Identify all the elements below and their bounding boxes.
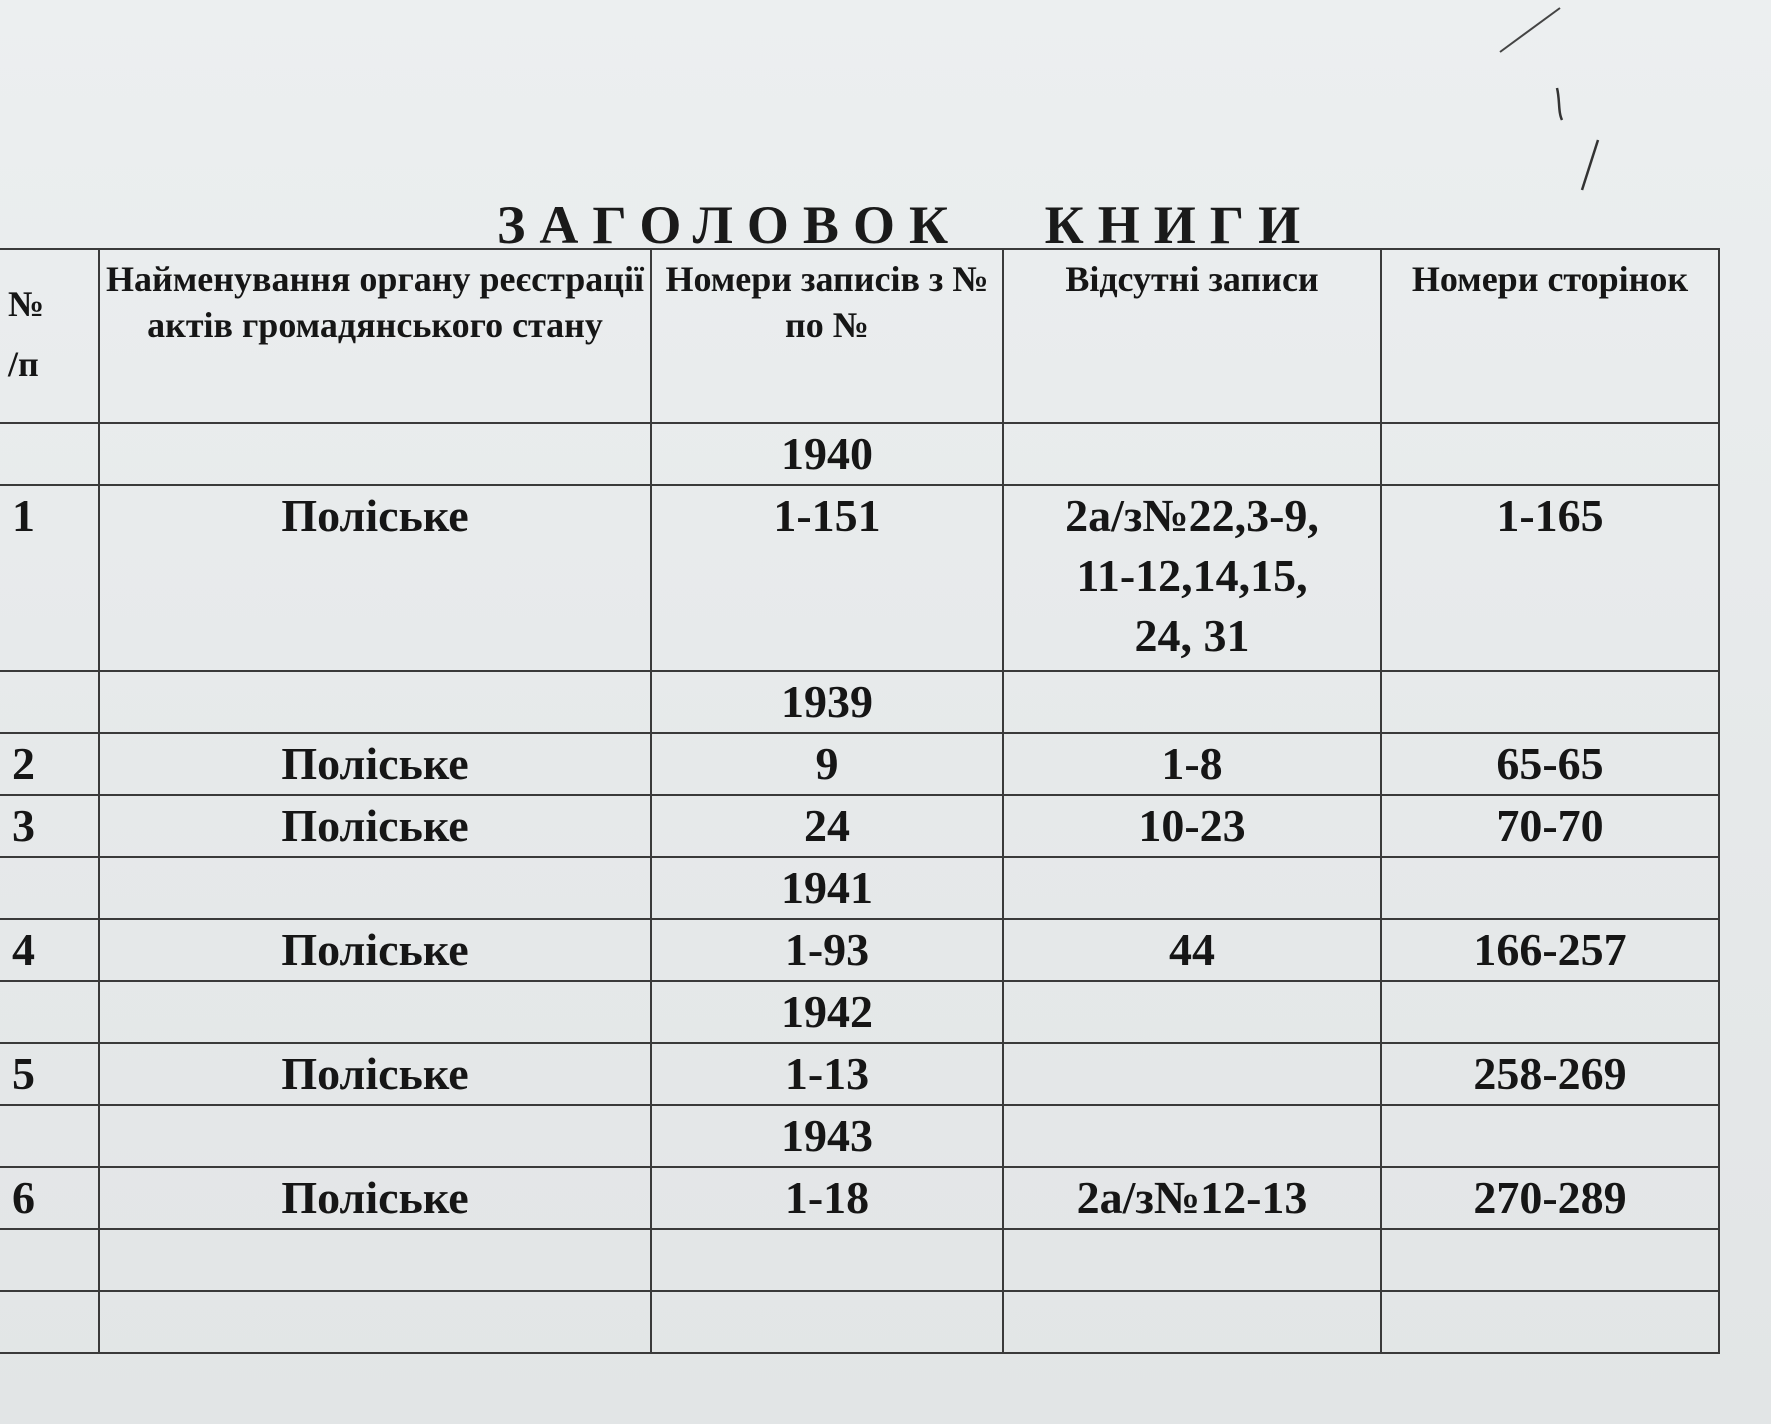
missing-records-line: 2а/з№22,3-9, [1065, 490, 1319, 541]
year-label: 1939 [651, 671, 1003, 733]
blank-cell [0, 1291, 99, 1353]
year-label: 1940 [651, 423, 1003, 485]
handwritten-pen-mark [1490, 0, 1610, 210]
table-row [0, 1167, 1719, 1229]
year-name-cell [99, 671, 651, 733]
row-number: 2 [0, 733, 99, 795]
year-pages-cell [1381, 981, 1719, 1043]
record-range: 9 [651, 733, 1003, 795]
record-range: 1-13 [651, 1043, 1003, 1105]
header-missing: Відсутні записи [1003, 249, 1381, 423]
record-range: 24 [651, 795, 1003, 857]
missing-records [1003, 1043, 1381, 1105]
year-missing-cell [1003, 981, 1381, 1043]
header-num-line-1: № [8, 284, 45, 324]
year-row [0, 671, 1719, 733]
year-row [0, 857, 1719, 919]
record-range: 1-18 [651, 1167, 1003, 1229]
missing-records-line: 24, 31 [1134, 610, 1250, 661]
header-pages: Номери сторінок [1381, 249, 1719, 423]
missing-records-line: 44 [1169, 924, 1215, 975]
year-missing-cell [1003, 1105, 1381, 1167]
registry-office-name: Поліське [99, 795, 651, 857]
header-range: Номери записів з № по № [651, 249, 1003, 423]
table-row [0, 485, 1719, 671]
page-numbers: 258-269 [1381, 1043, 1719, 1105]
row-number: 5 [0, 1043, 99, 1105]
header-num [0, 249, 99, 423]
row-number: 3 [0, 795, 99, 857]
year-pages-cell [1381, 857, 1719, 919]
year-name-cell [99, 1105, 651, 1167]
year-row [0, 1105, 1719, 1167]
blank-cell [1003, 1291, 1381, 1353]
header-num-line-2: /п [8, 344, 39, 384]
blank-cell [651, 1229, 1003, 1291]
table-row [0, 1043, 1719, 1105]
record-range: 1-93 [651, 919, 1003, 981]
blank-row [0, 1229, 1719, 1291]
year-name-cell [99, 857, 651, 919]
missing-records-line: 11-12,14,15, [1076, 550, 1308, 601]
table-row [0, 733, 1719, 795]
page-numbers: 270-289 [1381, 1167, 1719, 1229]
page-numbers: 70-70 [1381, 795, 1719, 857]
year-missing-cell [1003, 423, 1381, 485]
registry-office-name: Поліське [99, 1043, 651, 1105]
year-pages-cell [1381, 671, 1719, 733]
blank-cell [0, 1229, 99, 1291]
year-num-cell [0, 423, 99, 485]
year-name-cell [99, 423, 651, 485]
record-range: 1-151 [651, 485, 1003, 671]
year-missing-cell [1003, 857, 1381, 919]
blank-row [0, 1291, 1719, 1353]
registry-office-name: Поліське [99, 733, 651, 795]
missing-records [1003, 1167, 1381, 1229]
year-row [0, 423, 1719, 485]
missing-records-line: 10-23 [1138, 800, 1246, 851]
year-num-cell [0, 981, 99, 1043]
registry-office-name: Поліське [99, 1167, 651, 1229]
page-numbers: 166-257 [1381, 919, 1719, 981]
book-title: ЗАГОЛОВОК КНИГИ [496, 195, 1315, 255]
year-num-cell [0, 857, 99, 919]
year-label: 1941 [651, 857, 1003, 919]
missing-records [1003, 795, 1381, 857]
missing-records-line: 1-8 [1161, 738, 1223, 789]
blank-cell [1381, 1291, 1719, 1353]
year-name-cell [99, 981, 651, 1043]
row-number: 4 [0, 919, 99, 981]
table-header-row [0, 249, 1719, 423]
blank-cell [1003, 1229, 1381, 1291]
year-missing-cell [1003, 671, 1381, 733]
year-pages-cell [1381, 1105, 1719, 1167]
registry-office-name: Поліське [99, 919, 651, 981]
row-number: 6 [0, 1167, 99, 1229]
page-numbers: 65-65 [1381, 733, 1719, 795]
year-label: 1942 [651, 981, 1003, 1043]
year-num-cell [0, 1105, 99, 1167]
row-number: 1 [0, 485, 99, 671]
blank-cell [99, 1291, 651, 1353]
table-row [0, 795, 1719, 857]
year-row [0, 981, 1719, 1043]
blank-cell [1381, 1229, 1719, 1291]
registry-office-name: Поліське [99, 485, 651, 671]
header-name: Найменування органу реєстрації актів громадянського стану [99, 249, 651, 423]
register-table [0, 248, 1720, 1354]
missing-records [1003, 485, 1381, 671]
table-row [0, 919, 1719, 981]
year-label: 1943 [651, 1105, 1003, 1167]
missing-records [1003, 733, 1381, 795]
year-num-cell [0, 671, 99, 733]
missing-records-line: 2а/з№12-13 [1076, 1172, 1308, 1223]
blank-cell [651, 1291, 1003, 1353]
year-pages-cell [1381, 423, 1719, 485]
page-numbers: 1-165 [1381, 485, 1719, 671]
blank-cell [99, 1229, 651, 1291]
table-body [0, 423, 1719, 1353]
missing-records [1003, 919, 1381, 981]
